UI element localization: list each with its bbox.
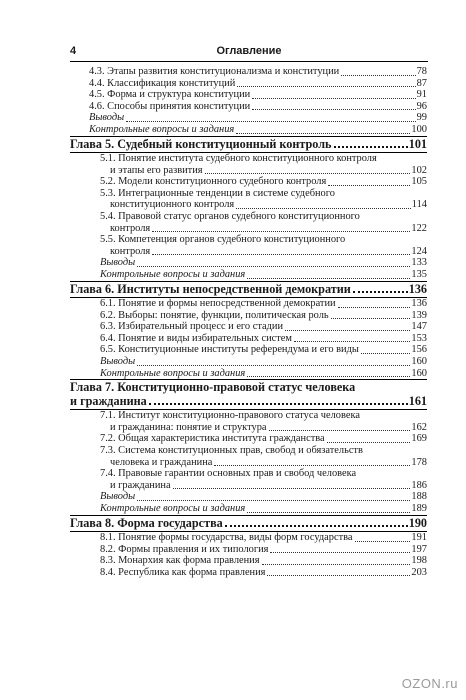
toc-chapter-7[interactable]: Глава 7. Конституционно-правовой статус человека — [70, 379, 427, 395]
ozon-watermark: OZON.ru — [401, 676, 458, 691]
toc-entry-7-4[interactable]: 7.4. Правовые гарантии основных прав и свобод человека — [100, 468, 357, 480]
toc-entry-4-5[interactable]: 4.5. Форма и структура конституции 91 — [89, 89, 427, 101]
toc-entry-7-1[interactable]: 7.1. Институт конституционно-правового статуса человека — [100, 410, 360, 422]
toc-entry-6-4[interactable]: 6.4. Понятие и виды избирательных систем 153 — [100, 332, 427, 344]
toc-entry-7-questions[interactable]: Контрольные вопросы и задания 189 — [100, 503, 427, 514]
toc-entry-4-3[interactable]: 4.3. Этапы развития конституционализма и конституции 78 — [89, 66, 427, 77]
toc-entry-7-1-cont[interactable]: и гражданина: понятие и структура 162 — [110, 421, 427, 433]
toc-entry-4-6[interactable]: 4.6. Способы принятия конституции 96 — [89, 100, 427, 112]
toc-entry-5-2[interactable]: 5.2. Модели конституционного судебного контроля 105 — [100, 176, 427, 188]
table-of-contents — [70, 66, 427, 578]
toc-entry-5-3[interactable]: 5.3. Интеграционные тенденции в системе судебного — [100, 187, 335, 199]
toc-entry-5-1-cont[interactable]: и этапы его развития 102 — [110, 164, 427, 176]
toc-entry-7-conclusions[interactable]: Выводы 188 — [100, 491, 427, 503]
toc-entry-7-3-cont[interactable]: человека и гражданина 178 — [110, 456, 427, 468]
toc-entry-5-questions[interactable]: Контрольные вопросы и задания 135 — [100, 269, 427, 280]
toc-entry-5-5[interactable]: 5.5. Компетенция органов судебного конституционного — [100, 234, 346, 246]
toc-entry-6-conclusions[interactable]: Выводы 160 — [100, 356, 427, 368]
toc-entry-5-conclusions[interactable]: Выводы 133 — [100, 257, 427, 269]
toc-entry-6-5[interactable]: 6.5. Конституционные институты референдума и его виды 156 — [100, 344, 427, 356]
toc-entry-6-questions[interactable]: Контрольные вопросы и задания 160 — [100, 367, 427, 379]
toc-entry-5-1[interactable]: 5.1. Понятие института судебного конституционного контроля — [100, 153, 377, 165]
toc-entry-8-2[interactable]: 8.2. Формы правления и их типология 197 — [100, 543, 427, 555]
toc-entry-4-4[interactable]: 4.4. Классификация конституций 87 — [89, 77, 427, 89]
toc-entry-7-2[interactable]: 7.2. Общая характеристика института гражданства 169 — [100, 433, 427, 445]
page-title: Оглавление — [216, 45, 282, 57]
toc-entry-7-4-cont[interactable]: и гражданина 186 — [110, 479, 427, 491]
toc-entry-5-5-cont[interactable]: контроля 124 — [110, 245, 427, 257]
toc-entry-8-3[interactable]: 8.3. Монархия как форма правления 198 — [100, 555, 427, 567]
toc-entry-7-3[interactable]: 7.3. Система конституционных прав, свобод и обязательств — [100, 445, 363, 457]
toc-entry-5-4-cont[interactable]: контроля 122 — [110, 222, 427, 234]
toc-entry-8-1[interactable]: 8.1. Понятие формы государства, виды форм государства 191 — [100, 532, 427, 544]
toc-chapter-8[interactable]: Глава 8. Форма государства 190 — [70, 515, 427, 533]
page-header — [70, 41, 428, 62]
toc-entry-4-conclusions[interactable]: Выводы 99 — [89, 112, 427, 124]
toc-chapter-5[interactable]: Глава 5. Судебный конституционный контроль 101 — [70, 136, 427, 154]
toc-entry-4-questions[interactable]: Контрольные вопросы и задания 100 — [89, 123, 427, 135]
toc-entry-5-4[interactable]: 5.4. Правовой статус органов судебного конституционного — [100, 211, 360, 223]
toc-entry-6-3[interactable]: 6.3. Избирательный процесс и его стадии 147 — [100, 321, 427, 333]
toc-chapter-7-cont[interactable]: и гражданина 161 — [70, 395, 427, 411]
toc-entry-5-3-cont[interactable]: конституционного контроля 114 — [110, 199, 427, 211]
page-number: 4 — [70, 45, 77, 57]
toc-chapter-6[interactable]: Глава 6. Институты непосредственной демократии 136 — [70, 281, 427, 299]
toc-entry-8-4[interactable]: 8.4. Республика как форма правления 203 — [100, 566, 427, 578]
toc-entry-6-2[interactable]: 6.2. Выборы: понятие, функции, политическая роль 139 — [100, 309, 427, 321]
toc-entry-6-1[interactable]: 6.1. Понятие и формы непосредственной демократии 136 — [100, 298, 427, 310]
